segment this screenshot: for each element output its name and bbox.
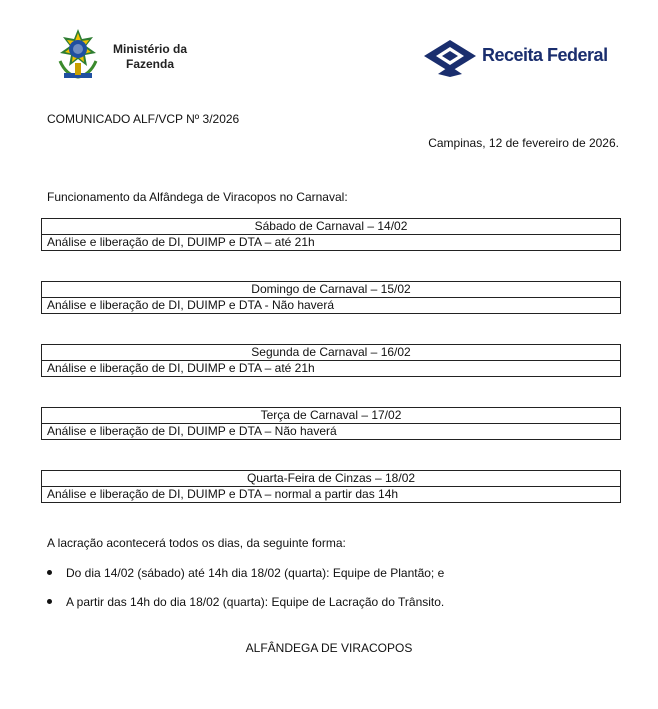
- schedule-box-tuesday: [41, 407, 621, 440]
- bullet-item: [47, 595, 444, 610]
- schedule-box-monday: [41, 344, 621, 377]
- bullet-icon: [47, 570, 52, 575]
- ministry-name: [110, 42, 190, 72]
- schedule-day: Quarta-Feira de Cinzas – 18/02: [42, 471, 620, 487]
- schedule-box-saturday: [41, 218, 621, 251]
- bullet-text: Do dia 14/02 (sábado) até 14h dia 18/02 (quarta): Equipe de Plantão; e: [66, 566, 445, 580]
- schedule-day: Domingo de Carnaval – 15/02: [42, 282, 620, 298]
- sealing-intro: A lacração acontecerá todos os dias, da seguinte forma:: [47, 536, 346, 550]
- schedule-day: Segunda de Carnaval – 16/02: [42, 345, 620, 361]
- ministry-line-1: Ministério da: [112, 42, 187, 56]
- bullet-icon: [47, 599, 52, 604]
- brazil-coat-of-arms-icon: [52, 27, 104, 83]
- place-date: Campinas, 12 de fevereiro de 2026.: [428, 136, 619, 150]
- schedule-detail: Análise e liberação de DI, DUIMP e DTA – até 21h: [47, 361, 315, 375]
- agency-name: Receita Federal: [482, 45, 608, 65]
- schedule-detail: Análise e liberação de DI, DUIMP e DTA – normal a partir das 14h: [47, 487, 399, 501]
- bullet-text: A partir das 14h do dia 18/02 (quarta): Equipe de Lacração do Trânsito.: [66, 595, 445, 609]
- ministry-line-2: Fazenda: [125, 57, 174, 71]
- signature: ALFÂNDEGA DE VIRACOPOS: [245, 641, 413, 655]
- document-title: COMUNICADO ALF/VCP Nº 3/2026: [47, 112, 240, 126]
- bullet-item: [47, 566, 444, 581]
- schedule-day: Terça de Carnaval – 17/02: [42, 408, 620, 424]
- schedule-detail: Análise e liberação de DI, DUIMP e DTA – Não haverá: [47, 424, 337, 438]
- intro-text: Funcionamento da Alfândega de Viracopos no Carnaval:: [47, 190, 348, 204]
- schedule-box-sunday: [41, 281, 621, 314]
- schedule-box-wednesday: [41, 470, 621, 503]
- receita-federal-logo-icon: [422, 36, 478, 78]
- schedule-detail: Análise e liberação de DI, DUIMP e DTA - Não haverá: [47, 298, 335, 312]
- letterhead: [0, 0, 658, 95]
- schedule-detail: Análise e liberação de DI, DUIMP e DTA – até 21h: [47, 235, 315, 249]
- schedule-day: Sábado de Carnaval – 14/02: [42, 219, 620, 235]
